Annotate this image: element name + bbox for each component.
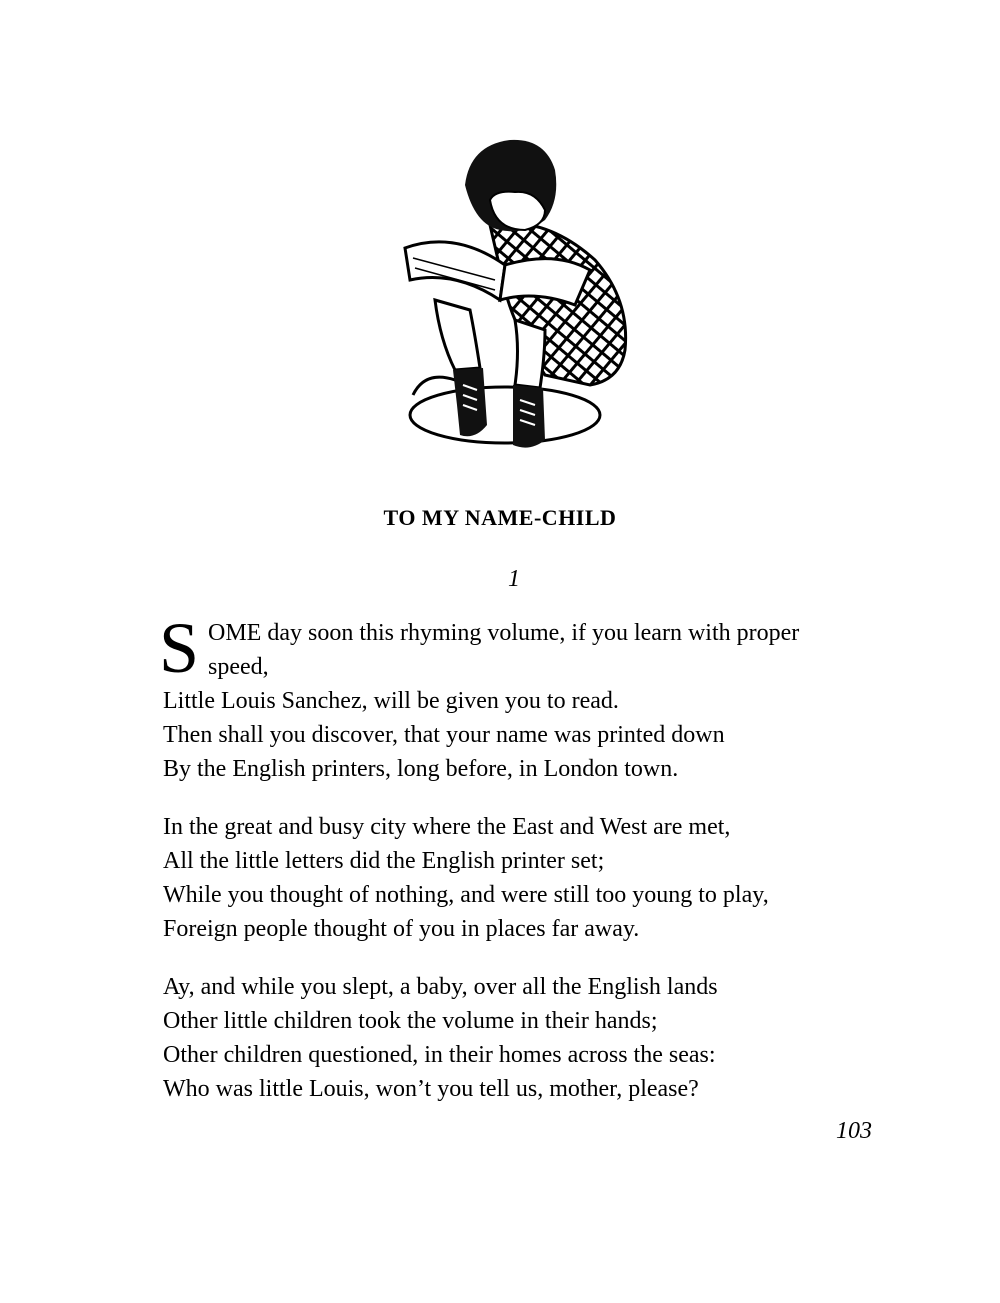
- stanza-1: [159, 608, 903, 786]
- poem-body: [159, 608, 903, 1130]
- poem-line: Little Louis Sanchez, will be given you to read.: [163, 688, 619, 714]
- boy-reading-book-illustration: [395, 130, 640, 450]
- stanza-3: [163, 970, 903, 1106]
- poem-line: All the little letters did the English printer set;: [163, 848, 605, 874]
- poem-line: Other children questioned, in their homes across the seas:: [163, 1042, 716, 1068]
- poem-line: Foreign people thought of you in places far away.: [163, 916, 640, 942]
- poem-line: Other little children took the volume in their hands;: [163, 1008, 658, 1034]
- stanza-2: [163, 810, 903, 946]
- poem-title: TO MY NAME-CHILD: [383, 505, 617, 530]
- poem-line: Who was little Louis, won’t you tell us, mother, please?: [163, 1076, 699, 1102]
- section-number: 1: [508, 566, 520, 592]
- page-number: 103: [836, 1118, 872, 1144]
- drop-cap: S: [159, 608, 200, 688]
- first-line-text: OME day soon this rhyming volume, if you learn with proper: [208, 620, 800, 646]
- poem-line: While you thought of nothing, and were still too young to play,: [163, 882, 769, 908]
- poem-line: Then shall you discover, that your name was printed down: [163, 722, 725, 748]
- poem-line: Ay, and while you slept, a baby, over all the English lands: [163, 974, 718, 1000]
- poem-line: By the English printers, long before, in London town.: [163, 756, 679, 782]
- poem-line-1-continued: speed,: [208, 654, 269, 680]
- poem-line: In the great and busy city where the East and West are met,: [163, 814, 731, 840]
